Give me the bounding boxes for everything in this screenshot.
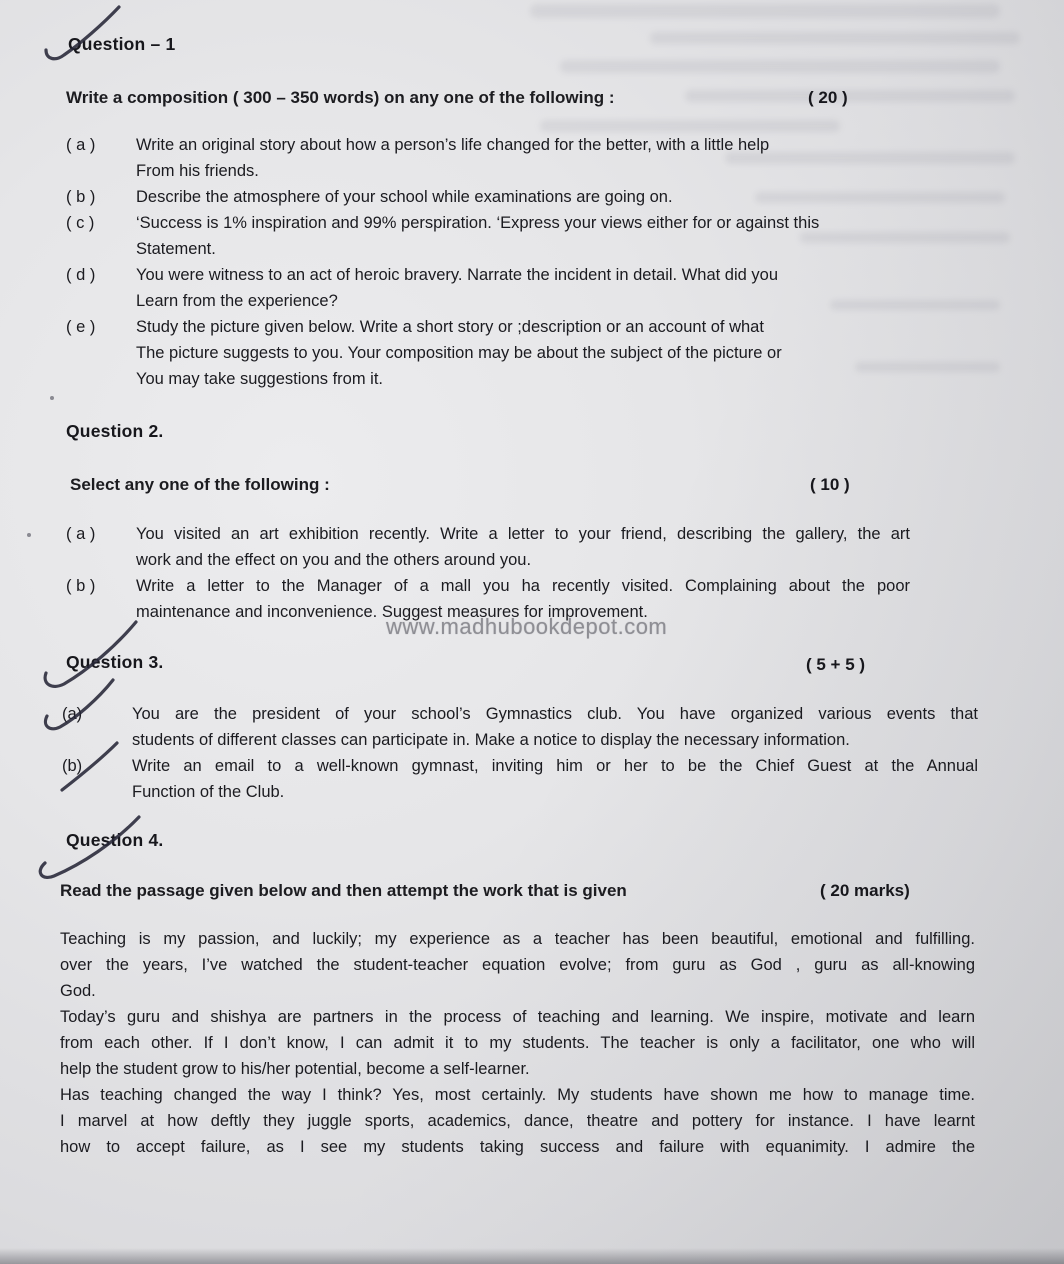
item-label: ( c ): [66, 214, 95, 232]
text-line: Study the picture given below. Write a short story or ;description or an account of what: [136, 318, 764, 336]
text-line: You visited an art exhibition recently. Write a letter to your friend, describing the gallery, the art: [136, 525, 910, 543]
passage-line: from each other. If I don’t know, I can admit it to my students. The teacher is only a facilitator, one who will: [60, 1034, 975, 1052]
question2-intro: Select any one of the following :: [70, 475, 330, 494]
text-line: Learn from the experience?: [136, 292, 338, 310]
item-label: ( a ): [66, 525, 96, 543]
question2-items: [66, 521, 910, 625]
question1-heading: Question – 1: [68, 34, 176, 54]
text-line: ‘Success is 1% inspiration and 99% perspiration. ‘Express your views either for or against this: [136, 214, 820, 232]
q1-item-d: [66, 262, 910, 314]
passage-line: I marvel at how deftly they juggle sports, academics, dance, theatre and pottery for instance. I have learnt: [60, 1112, 975, 1130]
item-label: ( d ): [66, 266, 96, 284]
text-line: From his friends.: [136, 162, 259, 180]
passage-line: how to accept failure, as I see my students taking success and failure with equanimity. I admire the: [60, 1138, 975, 1156]
q3-item-b: [62, 753, 978, 805]
q1-item-c: [66, 210, 910, 262]
text-line: You were witness to an act of heroic bravery. Narrate the incident in detail. What did you: [136, 266, 779, 284]
question4-intro: Read the passage given below and then attempt the work that is given: [60, 881, 627, 900]
text-line: students of different classes can participate in. Make a notice to display the necessary information.: [132, 731, 850, 749]
question3-heading: Question 3.: [66, 652, 164, 672]
passage-line: Has teaching changed the way I think? Yes, most certainly. My students have shown me how to manage time.: [60, 1086, 975, 1104]
question3-marks: ( 5 + 5 ): [806, 655, 866, 674]
text-line: You may take suggestions from it.: [136, 370, 384, 388]
question1-marks: ( 20 ): [808, 88, 848, 107]
q3-item-a: [62, 701, 978, 753]
text-line: Function of the Club.: [132, 783, 285, 801]
scan-edge-shadow: [0, 1248, 1064, 1264]
text-line: You are the president of your school’s Gymnastics club. You have organized various events that: [132, 705, 978, 723]
item-label: ( e ): [66, 318, 96, 336]
passage-line: Teaching is my passion, and luckily; my experience as a teacher has been beautiful, emotional and fulfilling.: [60, 930, 975, 948]
item-label: (a): [62, 705, 83, 723]
q1-item-b: [66, 184, 910, 210]
text-line: Write an original story about how a person’s life changed for the better, with a little help: [136, 136, 770, 154]
text-line: Write an email to a well-known gymnast, inviting him or her to be the Chief Guest at the Annual: [132, 757, 978, 775]
watermark: www.madhubookdepot.com: [386, 614, 668, 639]
ink-dot: [27, 533, 31, 537]
text-line: work and the effect on you and the others around you.: [136, 551, 532, 569]
passage-line: Today’s guru and shishya are partners in the process of teaching and learning. We inspire, motivate and learn: [60, 1008, 975, 1026]
question1-intro: Write a composition ( 300 – 350 words) on any one of the following :: [66, 88, 615, 107]
q1-item-e: [66, 314, 910, 392]
item-label: ( b ): [66, 188, 96, 206]
question3-items: [62, 701, 978, 805]
passage-line: over the years, I’ve watched the student-teacher equation evolve; from guru as God , guru as all-knowing: [60, 956, 975, 974]
question1-items: [66, 132, 910, 392]
text-line: maintenance and inconvenience. Suggest measures for improvement.: [136, 603, 648, 621]
ink-dot: [50, 396, 54, 400]
text-line: Write a letter to the Manager of a mall you ha recently visited. Complaining about the poor: [136, 577, 910, 595]
text-line: Describe the atmosphere of your school while examinations are going on.: [136, 188, 673, 206]
question2-marks: ( 10 ): [810, 475, 850, 494]
question4-heading: Question 4.: [66, 830, 164, 850]
item-label: (b): [62, 757, 83, 775]
item-label: ( b ): [66, 577, 96, 595]
q1-item-a: [66, 132, 910, 184]
question4-marks: ( 20 marks): [820, 881, 910, 900]
passage-line: help the student grow to his/her potential, become a self-learner.: [60, 1060, 530, 1078]
q2-item-a: [66, 521, 910, 573]
text-line: The picture suggests to you. Your composition may be about the subject of the picture or: [136, 344, 782, 362]
passage-line: God.: [60, 982, 96, 1000]
question2-heading: Question 2.: [66, 421, 164, 441]
item-label: ( a ): [66, 136, 96, 154]
text-line: Statement.: [136, 240, 216, 258]
question4-passage: [60, 926, 975, 1160]
